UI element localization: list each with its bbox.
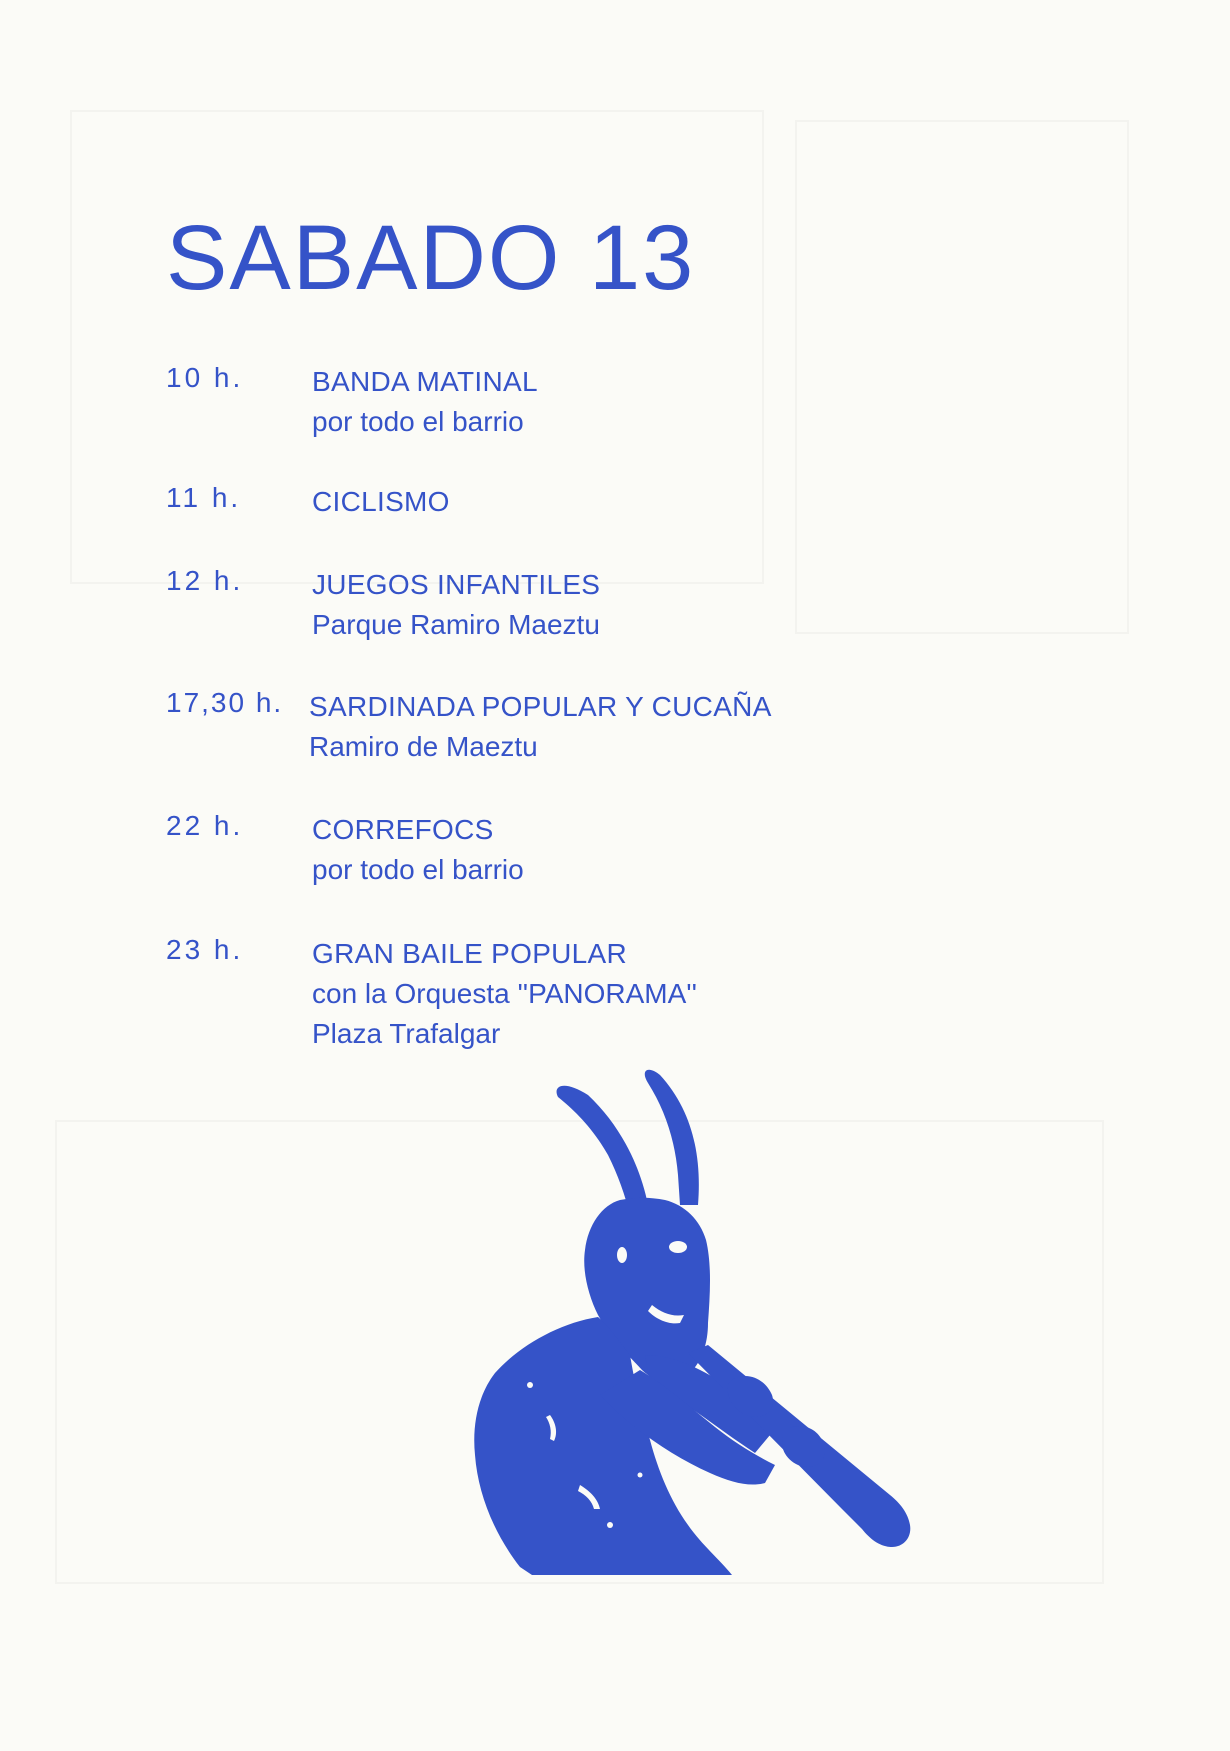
event-title: CORREFOCS [312,814,494,845]
event-title: JUEGOS INFANTILES [312,569,601,600]
body-mark [607,1522,613,1528]
event-location: por todo el barrio [312,854,524,885]
event-location: Plaza Trafalgar [312,1018,501,1049]
event-details [309,687,1069,767]
event-details [312,934,1072,1054]
event-title: BANDA MATINAL [312,366,538,397]
event-details [312,810,1072,890]
devil-eye [669,1241,687,1253]
devil-eye [617,1247,627,1263]
event-time: 23 h. [166,934,244,965]
event-details [312,565,1072,645]
event-time: 12 h. [166,565,244,596]
event-time: 11 h. [166,482,242,513]
left-horn [557,1086,648,1215]
devil-hand [782,1426,825,1467]
page-title: SABADO 13 [166,206,696,309]
body-mark [527,1382,533,1388]
event-title: GRAN BAILE POPULAR [312,938,628,969]
event-details [312,482,1072,522]
event-time: 17,30 h. [166,687,284,718]
body-mark [638,1473,643,1478]
event-location: Parque Ramiro Maeztu [312,609,600,640]
right-horn [645,1070,699,1205]
event-details [312,362,1072,442]
event-title: SARDINADA POPULAR Y CUCAÑA [309,691,772,722]
event-band: con la Orquesta ''PANORAMA'' [312,978,697,1009]
event-location: por todo el barrio [312,406,524,437]
event-location: Ramiro de Maeztu [309,731,538,762]
devil-playing-flute-icon [470,1055,990,1595]
event-time: 10 h. [166,362,244,393]
event-time: 22 h. [166,810,244,841]
event-title: CICLISMO [312,486,450,517]
